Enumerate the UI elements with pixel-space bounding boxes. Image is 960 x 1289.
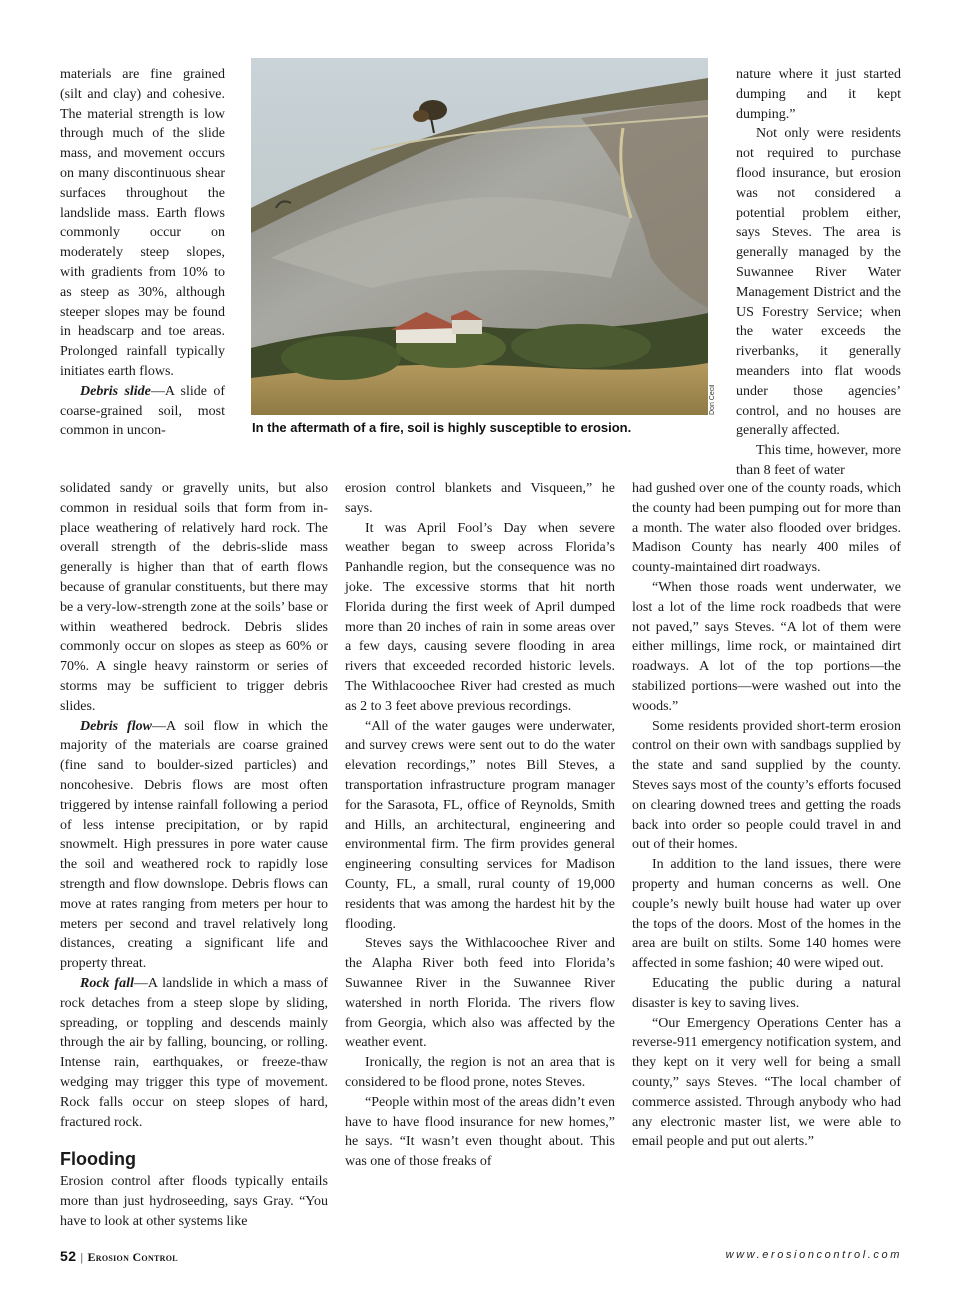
debris-flow-text: —A soil flow in which the majority of the materials are coarse grained (fine sand to boulder-sized particles) and noncohesive. Debris flows are most often triggered by intense rainfall following a period of less intense precipitation, or by rapid snowmelt. High pressures in pore water cause the soil and weathered rock to rapidly lose strength and flow downslope. Debris flows can move at rates ranging from meters per hour to meters per second and travel relatively long distances, creating a significant life and property threat. [60,718,329,972]
paragraph-ironically: Ironically, the region is not an area that is considered to be flood prone, notes Steves. [345,1055,615,1090]
paragraph-this-time: This time, however, more than 8 feet of water [736,443,901,478]
paragraph-roadbeds: “When those roads went underwater, we lost a lot of the lime rock roadbeds that were not paved,” says Steves. “A lot of them were either millings, lime rock, or maintained dirt roadways. A lot of the top portions—the stabilized portions—were washed out into the woods.” [632,579,901,714]
magazine-name: Erosion Control [87,1250,178,1264]
column-2 [345,479,615,1172]
term-debris-slide: Debris slide [80,383,151,399]
fire-hillside-photo [251,58,708,415]
paragraph-county-roads: had gushed over one of the county roads, which the county had been pumping out for more than a month. The water also flooded over bridges. Madison County has nearly 400 miles of county-maintained dirt roadways. [632,481,901,576]
paragraph-flooding-intro: Erosion control after floods typically entails more than just hydroseeding, says Gray. “You have to look at other systems like [60,1174,328,1229]
photo-credit: Don Cecil [709,384,716,415]
paragraph-flood-insurance-quote: “People within most of the areas didn’t even have to have flood insurance for new homes,” he says. “It wasn’t even thought about. This was one of those freaks of [345,1094,615,1170]
paragraph-emergency-center: “Our Emergency Operations Center has a reverse-911 emergency notification system, and they kept on it very well for being a small county,” says Steves. “The local chamber of commerce assisted. Through anybody who had any electronic master list, we were able to email people and put out alerts.” [632,1015,901,1150]
paragraph-flood-insurance: Not only were residents not required to purchase flood insurance, but erosion was not considered a potential problem either, says Steves. The area is generally managed by the Suwannee River Water Management District and the US Forestry Service; when the water exceeds the riverbanks, it generally meanders into flat woods under those agencies’ control, and no houses are generally affected. [736,126,901,439]
footer-website: www.erosioncontrol.com [725,1249,902,1261]
paragraph-debris-flow [60,717,328,974]
column-3-bottom [632,479,901,1152]
footer-separator: | [80,1250,84,1264]
column-3-top [736,65,901,481]
term-rock-fall: Rock fall [80,975,134,991]
section-heading-flooding: Flooding [60,1149,136,1170]
paragraph-april-fools: It was April Fool’s Day when severe weather began to sweep across Florida’s Panhandle region, but the consequence was no joke. The excessive storms that hit north Florida during the first week of April dumped more than 20 inches of rain in some areas over a few days, causing severe flooding in area rivers that exceeded recorded historic levels. The Withlacoochee River had crested as much as 2 to 3 feet above previous recordings. [345,520,615,714]
debris-slide-text: —A slide of coarse-grained soil, most common in uncon- [60,383,225,439]
paragraph-earth-flows: materials are fine grained (silt and clay) and cohesive. The material strength is low through much of the slide mass, and movement occurs on many discontinuous shear surfaces throughout the landslide mass. Earth flows commonly occur on moderately steep slopes, with gradients from 10% to as steep as 30%, although steeper slopes may be found in headscarp and toe areas. Prolonged rainfall typically initiates earth flows. [60,67,225,379]
rock-fall-text: —A landslide in which a mass of rock detaches from a steep slope by sliding, spreading, or toppling and descends mainly through the air by falling, bouncing, or rolling. Intense rain, earthquakes, or freeze-thaw wedging may trigger this type of movement. Rock falls occur on steep slopes of hard, fractured rock. [60,975,328,1130]
paragraph-blankets: erosion control blankets and Visqueen,” he says. [345,481,615,516]
photo-caption: In the aftermath of a fire, soil is highly susceptible to erosion. [252,420,632,435]
page-number: 52 [60,1248,77,1264]
term-debris-flow: Debris flow [80,718,152,734]
paragraph-property-concerns: In addition to the land issues, there were property and human concerns as well. One couple’s newly built house had water up over the tops of the doors. Most of the homes in the area are built on stilts. Some 140 homes were affected in some fashion; 40 were wiped out. [632,857,901,972]
paragraph-water-gauges: “All of the water gauges were underwater, and survey crews were sent out to do the water elevation recordings,” notes Bill Steves, a transportation infrastructure program manager for the Sarasota, FL, office of Reynolds, Smith and Hills, an architectural, engineering and environmental firm. The firm provides general engineering consulting services for Madison County, FL, a small, rural county of 19,000 residents that was among the hardest hit by the flooding. [345,718,615,932]
paragraph-debris-slide-cont: solidated sandy or gravelly units, but also common in residual soils that form from in-place weathering of relatively hard rock. The overall strength of the debris-slide mass generally is higher than that of earth flows because of granular constituents, but there may be a very-low-strength zone at the soils’ base or within weathered bedrock. Debris slides commonly occur on slopes as steep as 60% or 70%. A single heavy rainstorm or series of storms may be sufficient to trigger debris slides. [60,481,328,714]
column-1-bottom [60,479,328,1232]
footer-folio [60,1248,178,1265]
paragraph-rivers: Steves says the Withlacoochee River and the Alapha River both feed into Florida’s Suwannee River in the Suwannee River watershed in north Florida. The rivers flow from Georgia, which also was affected by the weather event. [345,936,615,1051]
column-1-top [60,65,225,441]
paragraph-sandbags: Some residents provided short-term erosion control on their own with sandbags supplied by the state and sand supplied by the county. Steves says most of the county’s efforts focused on clearing downed trees and getting the roads back into order so people could travel in and out of their homes. [632,718,901,853]
paragraph-rock-fall [60,974,328,1132]
paragraph-educating-public: Educating the public during a natural disaster is key to saving lives. [632,975,901,1011]
paragraph-freaks-of-nature: nature where it just started dumping and it kept dumping.” [736,67,901,122]
paragraph-debris-slide [60,382,225,441]
